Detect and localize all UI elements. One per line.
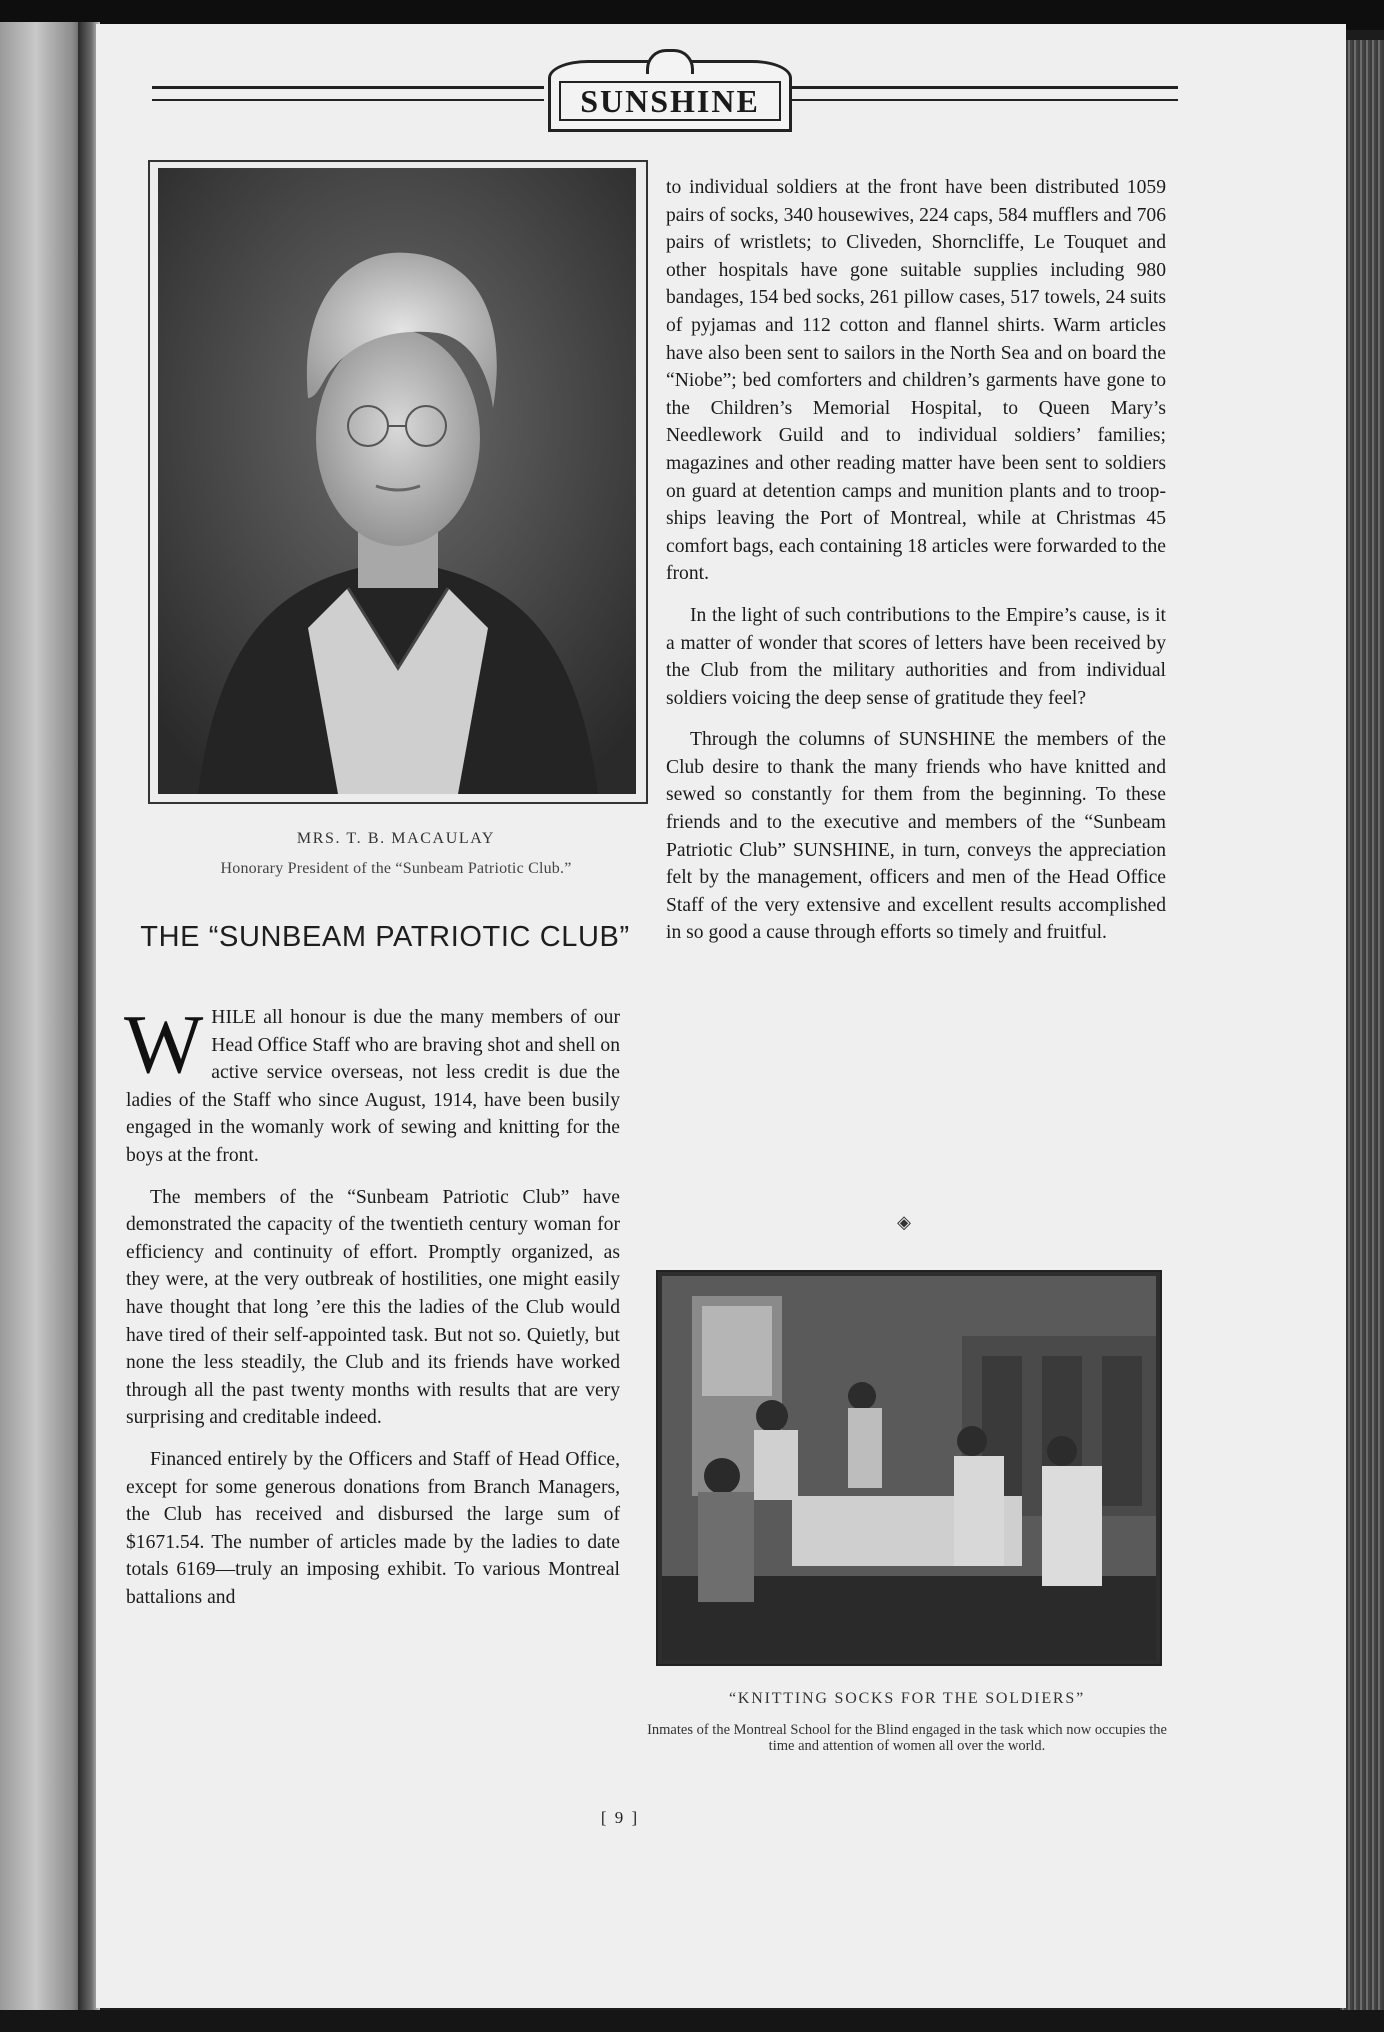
portrait-caption-name: MRS. T. B. MACAULAY — [296, 830, 496, 847]
portrait-image — [158, 168, 636, 794]
facing-page-edge — [0, 22, 90, 2012]
photo-caption: “KNITTING SOCKS FOR THE SOLDIERS” — [729, 1690, 1085, 1707]
paragraph-6: Through the columns of SUNSHINE the members of the Club desire to thank the many friends who have knitted and sewed so constantly for them from the beginning. To these friends and to the executive and members of the “Sunbeam Patriotic Club” SUNSHINE, in turn, conveys the appreciation felt by the management, officers and men of the Head Office Staff of the very extensive and excellent results accomplished in so good a cause through efforts so timely and fruitful. — [666, 729, 1166, 944]
article-title: THE “SUNBEAM PATRIOTIC CLUB” — [140, 921, 630, 953]
knitting-photo — [656, 1270, 1162, 1666]
paragraph-5: In the light of such contributions to the Empire’s cause, is it a matter of wonder that scores of letters have been received by the Club from the military authorities and from individual soldiers voicing the deep sense of gratitude they feel? — [666, 604, 1166, 709]
portrait-caption-subtitle: Honorary President of the “Sunbeam Patriotic Club.” — [220, 860, 572, 877]
page-stack-edge — [1340, 40, 1384, 2030]
knitting-image — [662, 1276, 1156, 1660]
paragraph-1-text: all honour is due the many members of our Head Office Staff who are braving shot and shell on active service overseas, not less credit is due the ladies of the Staff who since August, 1914, have been busily engaged in the womanly work of sewing and knitting for the boys at the front. — [126, 1007, 620, 1166]
section-ornament: ◈ — [897, 1212, 911, 1232]
paragraph-1 — [124, 998, 620, 1170]
book-bottom-edge — [0, 2010, 1384, 2032]
masthead-ornament — [646, 49, 694, 74]
masthead-title: SUNSHINE — [580, 82, 760, 119]
right-column — [666, 174, 1166, 947]
portrait-photo — [148, 160, 648, 804]
header-rule-right — [788, 86, 1178, 101]
page-number: [ 9 ] — [600, 1808, 640, 1827]
paragraph-2: The members of the “Sunbeam Patriotic Club” have demonstrated the capacity of the twentieth century woman for efficiency and continuity of effort. Promptly organized, as they were, at the very outbreak of hostilities, one might easily have thought that long ’ere this the ladies of the Club would have tired of their self-appointed task. But not so. Quietly, but none the less steadily, the Club and its friends have worked through all the past twenty months with results that are very surprising and creditable indeed. — [126, 1186, 620, 1429]
left-column — [124, 998, 620, 1611]
paragraph-3: Financed entirely by the Officers and Staff of Head Office, except for some generous donations from Branch Managers, the Club has received and disbursed the large sum of $1671.54. The number of articles made by the ladies to date totals 6169—truly an imposing exhibit. To various Montreal battalions and — [126, 1448, 620, 1608]
header-rule-left — [152, 86, 544, 101]
masthead — [548, 60, 792, 132]
masthead-box — [559, 81, 781, 121]
photo-subtitle: Inmates of the Montreal School for the Blind engaged in the task which now occupies the time and attention of women all over the world. — [647, 1722, 1167, 1754]
paragraph-1-lead: HILE — [211, 1007, 256, 1028]
drop-cap: W — [124, 998, 204, 1091]
paragraph-4: to individual soldiers at the front have been distributed 1059 pairs of socks, 340 housewives, 224 caps, 584 mufflers and 706 pairs of wristlets; to Cliveden, Shorncliffe, Le Touquet and other hospitals have gone suitable supplies including 980 bandages, 154 bed socks, 261 pillow cases, 517 towels, 24 suits of pyjamas and 112 cotton and flannel shirts. Warm articles have also been sent to sailors in the North Sea and on board the “Niobe”; bed comforters and children’s garments have gone to the Children’s Memorial Hospital, to Queen Mary’s Needlework Guild and to individual soldiers’ families; magazines and other reading matter have been sent to soldiers on guard at detention camps and munition plants and to troop-ships leaving the Port of Montreal, while at Christmas 45 comfort bags, each containing 18 articles were forwarded to the front. — [666, 177, 1166, 585]
